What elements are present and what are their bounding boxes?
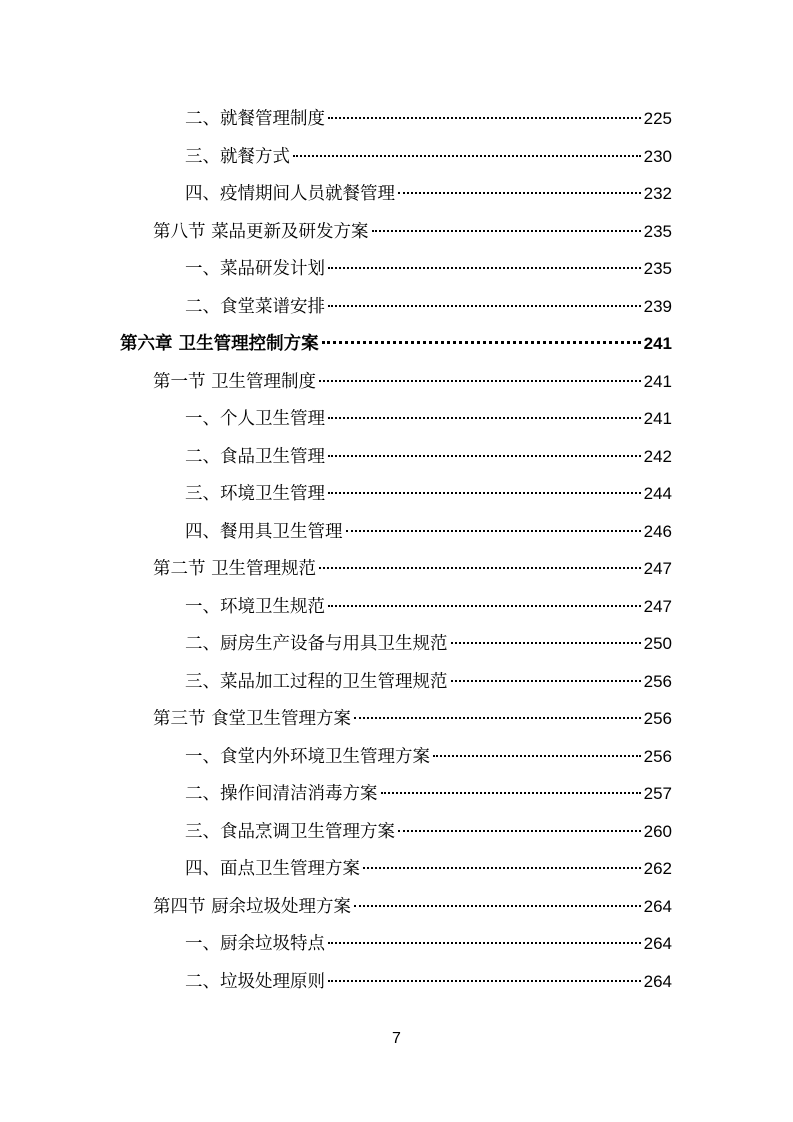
- toc-dot-leader: [328, 980, 641, 982]
- toc-entry-page: 260: [643, 821, 672, 841]
- toc-entry-section[interactable]: [153, 888, 672, 926]
- toc-entry-title: 一、菜品研发计划: [185, 259, 325, 279]
- toc-entry-page: 264: [643, 971, 672, 991]
- toc-entry-page: 264: [643, 934, 672, 953]
- toc-dot-leader: [398, 830, 641, 832]
- toc-entry-page: 239: [643, 296, 672, 316]
- toc-entry[interactable]: [185, 925, 672, 963]
- toc-entry-section[interactable]: [153, 213, 672, 251]
- toc-dot-leader: [381, 792, 641, 794]
- toc-entry-page: 232: [643, 184, 672, 203]
- toc-entry-page: 247: [643, 559, 672, 578]
- toc-entry-title: 第二节 卫生管理规范: [153, 559, 317, 579]
- toc-dot-leader: [398, 192, 641, 194]
- toc-entry[interactable]: [185, 250, 672, 288]
- toc-entry-title: 二、厨房生产设备与用具卫生规范: [185, 634, 448, 654]
- toc-entry[interactable]: [185, 100, 672, 138]
- toc-entry-title: 第六章 卫生管理控制方案: [120, 334, 319, 354]
- toc-entry-chapter[interactable]: [120, 325, 672, 363]
- toc-dot-leader: [322, 341, 641, 344]
- toc-entry-page: 250: [643, 634, 672, 653]
- page-number: 7: [392, 1030, 401, 1047]
- toc-dot-leader: [328, 267, 641, 269]
- toc-dot-leader: [328, 605, 641, 607]
- toc-entry[interactable]: [185, 775, 672, 813]
- toc-entry-page: 241: [643, 334, 672, 353]
- toc-entry[interactable]: [185, 138, 672, 176]
- toc-entry-title: 一、厨余垃圾特点: [185, 934, 325, 954]
- toc-entry-page: 246: [643, 521, 672, 541]
- toc-entry[interactable]: [185, 813, 672, 851]
- toc-entry[interactable]: [185, 513, 672, 551]
- toc-entry-title: 二、食品卫生管理: [185, 446, 325, 467]
- toc-entry-page: 256: [643, 746, 672, 766]
- toc-dot-leader: [293, 155, 641, 157]
- toc-entry-title: 一、个人卫生管理: [185, 409, 325, 429]
- toc-entry-title: 二、操作间清洁消毒方案: [185, 784, 378, 804]
- toc-dot-leader: [328, 492, 641, 494]
- toc-entry-title: 第三节 食堂卫生管理方案: [153, 709, 352, 729]
- toc-dot-leader: [433, 755, 641, 757]
- toc-entry-page: 256: [643, 671, 672, 691]
- toc-entry-section[interactable]: [153, 550, 672, 588]
- toc-entry[interactable]: [185, 738, 672, 776]
- toc-dot-leader: [328, 305, 641, 307]
- toc-entry[interactable]: [185, 288, 672, 326]
- toc-entry[interactable]: [185, 475, 672, 513]
- toc-entry-title: 第四节 厨余垃圾处理方案: [153, 896, 352, 917]
- toc-entry-title: 二、垃圾处理原则: [185, 971, 325, 992]
- toc-dot-leader: [328, 942, 641, 944]
- toc-dot-leader: [328, 455, 641, 457]
- toc-entry[interactable]: [185, 663, 672, 701]
- toc-entry-title: 三、食品烹调卫生管理方案: [185, 821, 395, 842]
- toc-entry-page: 244: [643, 484, 672, 503]
- toc-entry-title: 二、就餐管理制度: [185, 109, 325, 129]
- toc-entry[interactable]: [185, 400, 672, 438]
- toc-entry[interactable]: [185, 175, 672, 213]
- toc-entry-title: 第一节 卫生管理制度: [153, 371, 317, 392]
- toc-dot-leader: [319, 380, 641, 382]
- toc-entry-page: 230: [643, 146, 672, 166]
- toc-entry-title: 四、餐用具卫生管理: [185, 521, 343, 542]
- toc-dot-leader: [354, 905, 641, 907]
- toc-entry-page: 225: [643, 109, 672, 128]
- toc-entry-section[interactable]: [153, 700, 672, 738]
- toc-dot-leader: [354, 717, 641, 719]
- toc-entry[interactable]: [185, 850, 672, 888]
- toc-entry-title: 一、环境卫生规范: [185, 596, 325, 617]
- toc-entry-title: 一、食堂内外环境卫生管理方案: [185, 746, 430, 767]
- toc-entry-title: 四、面点卫生管理方案: [185, 859, 360, 879]
- toc-entry-page: 241: [643, 371, 672, 391]
- toc-entry-section[interactable]: [153, 363, 672, 401]
- toc-dot-leader: [363, 867, 641, 869]
- toc-entry-page: 235: [643, 221, 672, 241]
- toc-entry-page: 256: [643, 709, 672, 728]
- toc-entry-title: 二、食堂菜谱安排: [185, 296, 325, 317]
- toc-dot-leader: [328, 417, 641, 419]
- toc-entry-page: 242: [643, 446, 672, 466]
- toc-dot-leader: [328, 117, 641, 119]
- toc-entry[interactable]: [185, 438, 672, 476]
- toc-entry-title: 四、疫情期间人员就餐管理: [185, 184, 395, 204]
- toc-entry-page: 257: [643, 784, 672, 803]
- toc-dot-leader: [319, 567, 641, 569]
- toc-entry-title: 第八节 菜品更新及研发方案: [153, 221, 369, 242]
- toc-entry-title: 三、菜品加工过程的卫生管理规范: [185, 671, 448, 692]
- toc-dot-leader: [451, 642, 641, 644]
- table-of-contents: [0, 100, 793, 1000]
- toc-entry[interactable]: [185, 625, 672, 663]
- toc-entry-page: 264: [643, 896, 672, 916]
- toc-entry-page: 241: [643, 409, 672, 428]
- toc-entry-page: 247: [643, 596, 672, 616]
- toc-dot-leader: [372, 230, 641, 232]
- toc-entry-title: 三、环境卫生管理: [185, 484, 325, 504]
- toc-entry-page: 235: [643, 259, 672, 278]
- toc-dot-leader: [346, 530, 641, 532]
- toc-entry[interactable]: [185, 588, 672, 626]
- toc-dot-leader: [451, 680, 641, 682]
- toc-entry-page: 262: [643, 859, 672, 878]
- toc-entry-title: 三、就餐方式: [185, 146, 290, 167]
- toc-entry[interactable]: [185, 963, 672, 1001]
